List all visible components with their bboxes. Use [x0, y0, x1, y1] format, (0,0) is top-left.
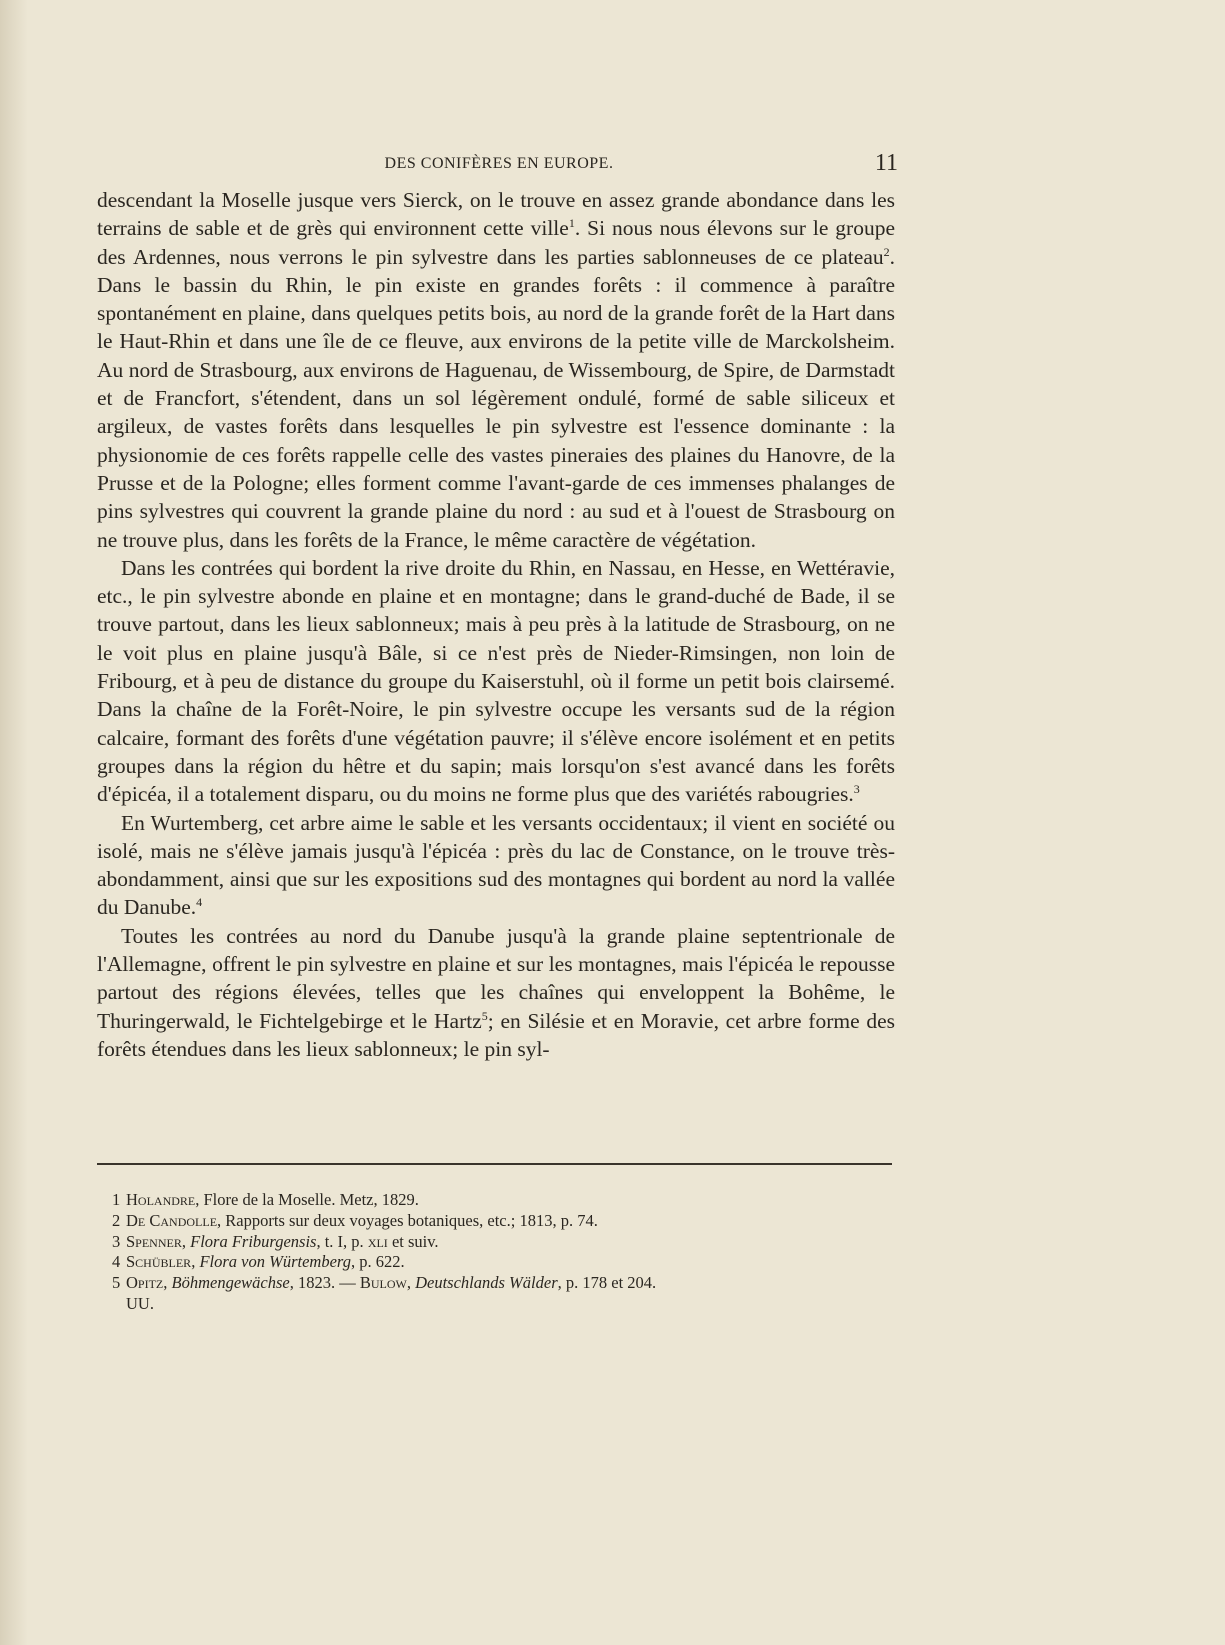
work-title: Flora Friburgensis: [190, 1231, 317, 1251]
footnotes: [112, 1190, 892, 1315]
footnote-ref: 4: [196, 895, 203, 910]
work-title: Deutschlands Wälder: [415, 1273, 558, 1293]
body-text: [97, 186, 895, 1063]
paragraph: En Wurtemberg, cet arbre aime le sable et les versants occidentaux; il vient en société ou isolé, mais ne s'élève jamais jusqu'à l'épicéa : près du lac de Constance, on le trouve très-abondamment, ainsi que sur les expositions sud des montagnes qui bordent au nord la vallée du Danube.$^4$: [97, 810, 895, 920]
footnote-number: 5: [112, 1273, 121, 1293]
signature-mark: UU.: [126, 1293, 154, 1313]
author-name: Holandre: [126, 1190, 196, 1209]
footnote-ref: 1: [568, 216, 575, 231]
work-title: Flora von Würtemberg: [199, 1252, 351, 1272]
footnote: 2 De Candolle, Rapports sur deux voyages botaniques, etc.; 1813, p. 74.: [112, 1210, 598, 1230]
paragraph: Toutes les contrées au nord du Danube jusqu'à la grande plaine septentrionale de l'Allemagne, offrent le pin sylvestre en plaine et sur les montagnes, mais l'épicéa le repousse partout des régions élevées, telles que les chaînes qui enveloppent la Bohême, le Thuringerwald, le Fichtelgebirge et le Hartz$^5$; en Silésie et en Moravie, cet arbre forme des forêts étendues dans les lieux sablonneux; le pin syl-: [97, 923, 895, 1061]
footnote-ref: 2: [883, 244, 890, 259]
work-title: Böhmengewächse: [171, 1273, 290, 1293]
footnote-number: 4: [112, 1252, 121, 1272]
page-header: [100, 150, 898, 180]
footnote-number: 3: [112, 1231, 121, 1251]
footnote-ref: 3: [853, 782, 860, 797]
footnote: 3 Spenner, Flora Friburgensis, t. I, p. xli et suiv.: [112, 1231, 439, 1251]
author-name: De Candolle: [126, 1210, 218, 1230]
author-name: Schübler: [126, 1252, 192, 1272]
paragraph: descendant la Moselle jusque vers Sierck, on le trouve en assez grande abondance dans les terrains de sable et de grès qui environnent cette ville$^1$. Si nous nous élevons sur le groupe des Ardennes, nous verrons le pin sylvestre dans les parties sablonneuses de ce plateau$^2$. Dans le bassin du Rhin, le pin existe en grandes forêts : il commence à paraître spontanément en plaine, dans quelques petits bois, au nord de la grande forêt de la Hart dans le Haut-Rhin et dans une île de ce fleuve, aux environs de la petite ville de Marckolsheim. Au nord de Strasbourg, aux environs de Haguenau, de Wissembourg, de Spire, de Darmstadt et de Francfort, s'étendent, dans un sol légèrement ondulé, formé de sable siliceux et argileux, de vastes forêts dans lesquelles le pin sylvestre est l'essence dominante : la physionomie de ces forêts rappelle celle des vastes pineraies des plaines du Hanovre, de la Prusse et de la Pologne; elles forment comme l'avant-garde de ces immenses phalanges de pins sylvestres qui couvrent la grande plaine du nord : au sud et à l'ouest de Strasbourg on ne trouve plus, dans les forêts de la France, le même caractère de végétation.: [97, 188, 895, 552]
author-name: Opitz: [126, 1273, 164, 1293]
running-title: DES CONIFÈRES EN EUROPE.: [384, 155, 614, 172]
page-number: 11: [874, 150, 898, 176]
author-name: Bulow: [359, 1273, 407, 1293]
page-edge-shadow: [0, 0, 28, 1645]
footnote: 4 Schübler, Flora von Würtemberg, p. 622.: [112, 1252, 405, 1272]
footnote: 1 Holandre, Flore de la Moselle. Metz, 1829.: [112, 1190, 419, 1209]
footnote-rule: [97, 1163, 892, 1165]
author-name: xli: [367, 1231, 388, 1251]
footnote-number: 1: [112, 1190, 121, 1209]
paragraph: Dans les contrées qui bordent la rive droite du Rhin, en Nassau, en Hesse, en Wettéravie, etc., le pin sylvestre abonde en plaine et en montagne; dans le grand-duché de Bade, il se trouve partout, dans les lieux sablonneux; mais à peu près à la latitude de Strasbourg, on ne le voit plus en plaine jusqu'à Bâle, si ce n'est près de Nieder-Rimsingen, non loin de Fribourg, et à peu de distance du groupe du Kaiserstuhl, où il forme un petit bois clairsemé. Dans la chaîne de la Forêt-Noire, le pin sylvestre occupe les versants sud de la région calcaire, formant des forêts d'une végétation pauvre; il s'élève encore isolément et en petits groupes dans la région du hêtre et du sapin; mais lorsqu'on s'est avancé dans les forêts d'épicéa, il a totalement disparu, ou du moins ne forme plus que des variétés rabougries.$^3$: [97, 555, 895, 807]
footnote-number: 2: [112, 1210, 121, 1230]
footnote-ref: 5: [481, 1008, 488, 1023]
author-name: Spenner: [126, 1231, 182, 1251]
footnote: 5 Opitz, Böhmengewächse, 1823. — Bulow, Deutschlands Wälder, p. 178 et 204.: [112, 1273, 657, 1293]
